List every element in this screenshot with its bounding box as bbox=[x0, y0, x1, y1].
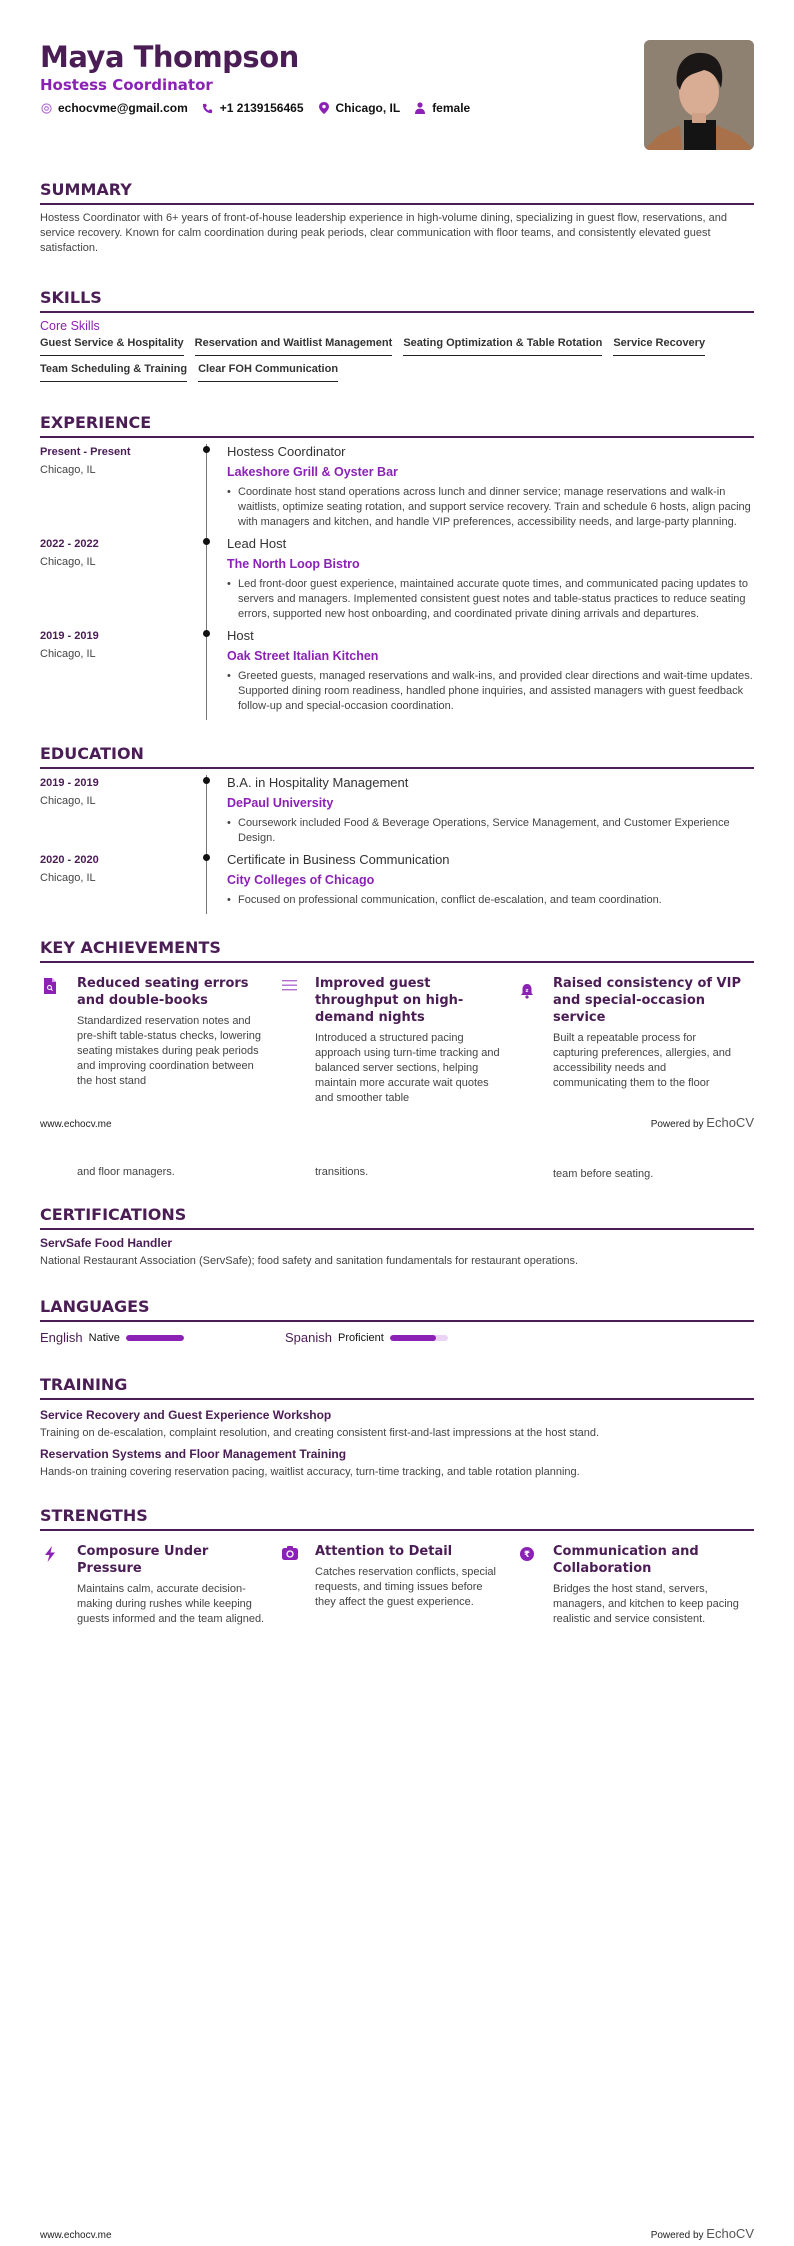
achievement-card bbox=[40, 975, 278, 1106]
entry-school: DePaul University bbox=[227, 796, 334, 810]
footer-powered-by: Powered by bbox=[650, 1119, 704, 1130]
entry-date: 2022 - 2022 bbox=[40, 538, 99, 550]
languages-heading: LANGUAGES bbox=[40, 1297, 754, 1322]
strength-card bbox=[40, 1543, 278, 1627]
entry-role: Hostess Coordinator bbox=[227, 444, 346, 459]
entry-location: Chicago, IL bbox=[40, 464, 96, 476]
strength-card bbox=[278, 1543, 516, 1627]
profile-photo bbox=[644, 40, 754, 150]
entry-degree: Certificate in Business Communication bbox=[227, 852, 450, 867]
skill-tag: Service Recovery bbox=[613, 337, 705, 356]
footer-brand: EchoCV bbox=[706, 1115, 754, 1130]
entry-bullet: Led front-door guest experience, maintained accurate quote times, and communicated pacing updates to servers and managers. Implemented consistent guest notes and table-status practices to reduce seating errors, supported new host onboarding, and coordinated private dining arrivals and departures. bbox=[238, 578, 748, 620]
training-name: Reservation Systems and Floor Management Training bbox=[40, 1447, 347, 1461]
certifications-heading: CERTIFICATIONS bbox=[40, 1205, 754, 1230]
svg-text:z: z bbox=[525, 988, 529, 994]
bullet-icon: • bbox=[227, 578, 231, 590]
language-bar-fill bbox=[390, 1335, 436, 1341]
contact-gender bbox=[414, 101, 470, 115]
entry-location: Chicago, IL bbox=[40, 795, 96, 807]
phone-icon bbox=[202, 102, 214, 114]
training-heading: TRAINING bbox=[40, 1375, 754, 1400]
experience-heading: EXPERIENCE bbox=[40, 413, 754, 438]
strength-title: Composure Under Pressure bbox=[77, 1544, 209, 1576]
page-footer bbox=[40, 2226, 754, 2241]
email-text: echocvme@gmail.com bbox=[58, 101, 188, 115]
contact-email[interactable] bbox=[40, 101, 188, 115]
gender-text: female bbox=[432, 101, 471, 115]
document-search-icon bbox=[44, 981, 56, 998]
training-desc: Hands-on training covering reservation pacing, waitlist accuracy, turn-time tracking, and table rotation planning. bbox=[40, 1466, 580, 1478]
timeline-dot bbox=[203, 777, 210, 784]
footer-website[interactable]: www.echocv.me bbox=[40, 2230, 112, 2241]
entry-location: Chicago, IL bbox=[40, 556, 96, 568]
skill-tag: Team Scheduling & Training bbox=[40, 363, 187, 382]
education-entry bbox=[40, 852, 754, 914]
achievement-desc-continued: and floor managers. bbox=[77, 1166, 175, 1178]
timeline-line bbox=[206, 444, 207, 536]
strengths-heading: STRENGTHS bbox=[40, 1506, 754, 1531]
timeline-dot bbox=[203, 446, 210, 453]
skill-tag: Clear FOH Communication bbox=[198, 363, 338, 382]
strengths-section bbox=[0, 1506, 794, 1627]
languages-section bbox=[0, 1297, 794, 1345]
training-name: Service Recovery and Guest Experience Workshop bbox=[40, 1408, 332, 1422]
certification-desc: National Restaurant Association (ServSafe); food safety and sanitation fundamentals for restaurant operations. bbox=[40, 1255, 579, 1267]
achievement-title: Improved guest throughput on high-demand nights bbox=[315, 976, 464, 1025]
map-pin-icon bbox=[318, 102, 330, 114]
timeline-line bbox=[206, 536, 207, 628]
language-name: English bbox=[40, 1330, 83, 1345]
timeline-line bbox=[206, 628, 207, 720]
skill-tag: Reservation and Waitlist Management bbox=[195, 337, 393, 356]
at-sign-icon bbox=[40, 102, 52, 114]
entry-role: Lead Host bbox=[227, 536, 287, 551]
contact-location bbox=[318, 101, 401, 115]
experience-section bbox=[0, 413, 794, 720]
entry-bullet: Coordinate host stand operations across lunch and dinner service; manage reservations and walk-in waitlists, optimize seating rotation, and support service recovery. Train and schedule 6 hosts, align pacing with managers and kitchen, and handle VIP preferences, accessibility needs, and large-party planning. bbox=[238, 486, 751, 528]
training-section bbox=[0, 1375, 794, 1480]
experience-entry bbox=[40, 536, 754, 628]
candidate-title: Hostess Coordinator bbox=[40, 76, 213, 94]
achievement-desc: Introduced a structured pacing approach using turn-time tracking and balanced server sections, helping maintain more accurate wait quotes and smoother table bbox=[315, 1032, 500, 1104]
timeline-line bbox=[206, 775, 207, 852]
footer-website[interactable]: www.echocv.me bbox=[40, 1119, 112, 1130]
skills-list bbox=[40, 337, 754, 389]
entry-location: Chicago, IL bbox=[40, 872, 96, 884]
training-desc: Training on de-escalation, complaint resolution, and creating consistent first-and-last impressions at the host stand. bbox=[40, 1427, 600, 1439]
strength-card bbox=[516, 1543, 754, 1627]
bullet-icon: • bbox=[227, 817, 231, 829]
experience-entry bbox=[40, 628, 754, 720]
language-level: Proficient bbox=[337, 1331, 384, 1344]
experience-entry bbox=[40, 444, 754, 536]
entry-org: Lakeshore Grill & Oyster Bar bbox=[227, 465, 398, 479]
language-item bbox=[40, 1330, 285, 1345]
contact-phone[interactable] bbox=[202, 101, 304, 115]
camera-icon bbox=[282, 1547, 298, 1564]
achievement-title: Reduced seating errors and double-books bbox=[77, 976, 249, 1008]
footer-powered-by: Powered by bbox=[650, 2230, 704, 2241]
entry-school: City Colleges of Chicago bbox=[227, 873, 375, 887]
entry-role: Host bbox=[227, 628, 254, 643]
certifications-section bbox=[0, 1205, 794, 1269]
achievement-desc-continued: transitions. bbox=[315, 1166, 369, 1178]
entry-org: Oak Street Italian Kitchen bbox=[227, 649, 379, 663]
entry-bullet: Coursework included Food & Beverage Operations, Service Management, and Customer Experience Design. bbox=[238, 817, 730, 844]
achievement-card bbox=[278, 975, 516, 1106]
bullet-icon: • bbox=[227, 486, 231, 498]
achievement-card bbox=[516, 975, 754, 1106]
lightning-icon bbox=[44, 1549, 56, 1566]
candidate-name: Maya Thompson bbox=[40, 40, 299, 74]
entry-date: 2019 - 2019 bbox=[40, 777, 99, 789]
bell-icon bbox=[520, 986, 534, 1003]
achievements-section bbox=[0, 938, 794, 1106]
education-heading: EDUCATION bbox=[40, 744, 754, 769]
rupee-coin-icon bbox=[520, 1548, 534, 1565]
entry-bullet: Focused on professional communication, conflict de-escalation, and team coordination. bbox=[238, 894, 662, 906]
skill-tag: Seating Optimization & Table Rotation bbox=[403, 337, 602, 356]
location-text: Chicago, IL bbox=[335, 101, 401, 115]
entry-degree: B.A. in Hospitality Management bbox=[227, 775, 409, 790]
bullet-icon: • bbox=[227, 670, 231, 682]
strength-desc: Maintains calm, accurate decision-making during rushes while keeping guests informed and the team aligned. bbox=[77, 1583, 265, 1625]
bullet-icon: • bbox=[227, 894, 231, 906]
summary-text: Hostess Coordinator with 6+ years of front-of-house leadership experience in high-volume dining, specializing in guest flow, reservations, and service recovery. Known for calm coordination during peak periods, clear communication with floor teams, and consistently elevated guest satisfaction. bbox=[40, 212, 727, 254]
resume-header bbox=[0, 0, 794, 160]
achievement-desc: Standardized reservation notes and pre-shift table-status checks, lowering seating mistakes during peak periods and improving coordination between the host stand bbox=[77, 1015, 262, 1087]
page-two bbox=[0, 1205, 794, 1627]
language-bar bbox=[390, 1335, 448, 1341]
skills-section bbox=[0, 288, 794, 389]
summary-heading: SUMMARY bbox=[40, 180, 754, 205]
achievement-desc-continued: team before seating. bbox=[553, 1168, 654, 1180]
entry-bullet: Greeted guests, managed reservations and walk-ins, and provided clear directions and wait-time updates. Supported dining room readiness, handled phone inquiries, and assisted managers with guest feedback follow-up and special-occasion coordination. bbox=[238, 670, 753, 712]
language-name: Spanish bbox=[285, 1330, 332, 1345]
education-entry bbox=[40, 775, 754, 852]
entry-org: The North Loop Bistro bbox=[227, 557, 360, 571]
skill-tag: Guest Service & Hospitality bbox=[40, 337, 184, 356]
achievements-heading: KEY ACHIEVEMENTS bbox=[40, 938, 754, 963]
timeline-line bbox=[206, 852, 207, 914]
summary-section bbox=[0, 180, 794, 256]
strength-title: Communication and Collaboration bbox=[553, 1544, 699, 1576]
language-bar-fill bbox=[126, 1335, 184, 1341]
timeline-dot bbox=[203, 630, 210, 637]
language-item bbox=[285, 1330, 530, 1345]
entry-location: Chicago, IL bbox=[40, 648, 96, 660]
entry-date: 2019 - 2019 bbox=[40, 630, 99, 642]
language-bar bbox=[126, 1335, 184, 1341]
svg-text:₹: ₹ bbox=[524, 1550, 530, 1561]
strength-desc: Bridges the host stand, servers, managers, and kitchen to keep pacing realistic and service consistent. bbox=[553, 1583, 739, 1625]
strength-title: Attention to Detail bbox=[315, 1544, 453, 1559]
timeline-dot bbox=[203, 854, 210, 861]
strength-desc: Catches reservation conflicts, special requests, and timing issues before they affect the guest experience. bbox=[315, 1566, 496, 1608]
timeline-dot bbox=[203, 538, 210, 545]
footer-brand: EchoCV bbox=[706, 2226, 754, 2241]
user-icon bbox=[414, 102, 426, 114]
phone-text: +1 2139156465 bbox=[219, 101, 304, 115]
achievement-title: Raised consistency of VIP and special-occasion service bbox=[553, 976, 741, 1025]
certification-name: ServSafe Food Handler bbox=[40, 1236, 173, 1250]
page-footer bbox=[40, 1115, 754, 1130]
menu-lines-icon bbox=[282, 979, 298, 996]
skills-subheading: Core Skills bbox=[40, 319, 100, 333]
skills-heading: SKILLS bbox=[40, 288, 754, 313]
language-level: Native bbox=[88, 1331, 120, 1344]
achievements-continuation bbox=[0, 1160, 794, 1182]
achievement-desc: Built a repeatable process for capturing preferences, allergies, and accessibility needs and communicating them to the floor bbox=[553, 1032, 731, 1089]
entry-date: 2020 - 2020 bbox=[40, 854, 99, 866]
entry-date: Present - Present bbox=[40, 446, 131, 458]
education-section bbox=[0, 744, 794, 914]
